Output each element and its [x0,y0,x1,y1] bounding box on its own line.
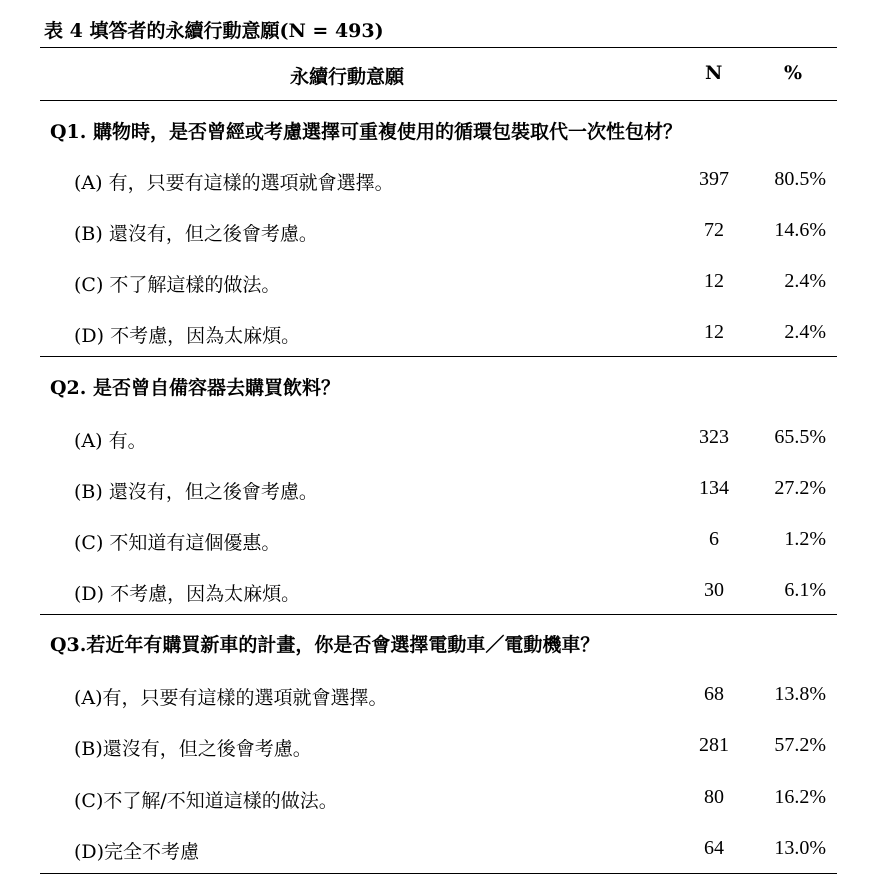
table-row [0,217,870,257]
option-n: 281 [699,734,729,756]
table-row [0,319,870,359]
option-label: (D)完全不考慮 [74,841,200,863]
option-label: (B) 還沒有，但之後會考慮。 [74,223,318,245]
table-row [0,166,870,206]
top-rule [40,47,837,48]
table-row [0,681,870,721]
option-n: 397 [699,168,729,190]
option-pct: 57.2% [774,734,826,756]
option-pct: 16.2% [774,786,826,808]
option-pct: 6.1% [784,579,826,601]
option-label: (A)有，只要有這樣的選項就會選擇。 [74,687,388,709]
option-label: (B)還沒有，但之後會考慮。 [74,738,312,760]
option-label: (C)不了解/不知道這樣的做法。 [74,790,338,812]
option-n: 6 [709,528,719,550]
option-pct: 2.4% [784,321,826,343]
option-label: (C) 不了解這樣的做法。 [74,274,281,296]
option-n: 80 [704,786,724,808]
option-pct: 1.2% [784,528,826,550]
option-pct: 14.6% [774,219,826,241]
option-n: 72 [704,219,724,241]
option-label: (C) 不知道有這個優惠。 [74,532,281,554]
table-row [0,424,870,464]
table-row [0,784,870,824]
option-pct: 13.8% [774,683,826,705]
header-rule [40,100,837,101]
option-label: (A) 有。 [74,430,147,452]
option-label: (D) 不考慮，因為太麻煩。 [74,583,301,605]
table-row [0,835,870,875]
table-row [0,732,870,772]
question-q3-title: Q3.若近年有購買新車的計畫，你是否會選擇電動車／電動機車？ [50,634,600,656]
question-q2-title: Q2. 是否曾自備容器去購買飲料？ [50,377,341,399]
option-pct: 2.4% [784,270,826,292]
bottom-rule [40,873,837,874]
table-row [0,268,870,308]
option-n: 30 [704,579,724,601]
option-label: (B) 還沒有，但之後會考慮。 [74,481,318,503]
header-pct: % [784,62,803,84]
table-row [0,577,870,617]
option-n: 68 [704,683,724,705]
option-pct: 27.2% [774,477,826,499]
table-caption: 表 4 填答者的永續行動意願(N = 493) [44,20,384,42]
section-rule [40,614,837,615]
option-n: 323 [699,426,729,448]
option-n: 134 [699,477,729,499]
option-label: (A) 有，只要有這樣的選項就會選擇。 [74,172,394,194]
option-pct: 80.5% [774,168,826,190]
table-row [0,526,870,566]
section-rule [40,356,837,357]
question-q1-title: Q1. 購物時，是否曾經或考慮選擇可重複使用的循環包裝取代一次性包材？ [50,121,683,143]
option-n: 64 [704,837,724,859]
option-n: 12 [704,270,724,292]
option-pct: 13.0% [774,837,826,859]
option-label: (D) 不考慮，因為太麻煩。 [74,325,301,347]
table-row [0,475,870,515]
option-pct: 65.5% [774,426,826,448]
header-item: 永續行動意願 [290,66,405,88]
option-n: 12 [704,321,724,343]
header-n: N [705,62,723,84]
